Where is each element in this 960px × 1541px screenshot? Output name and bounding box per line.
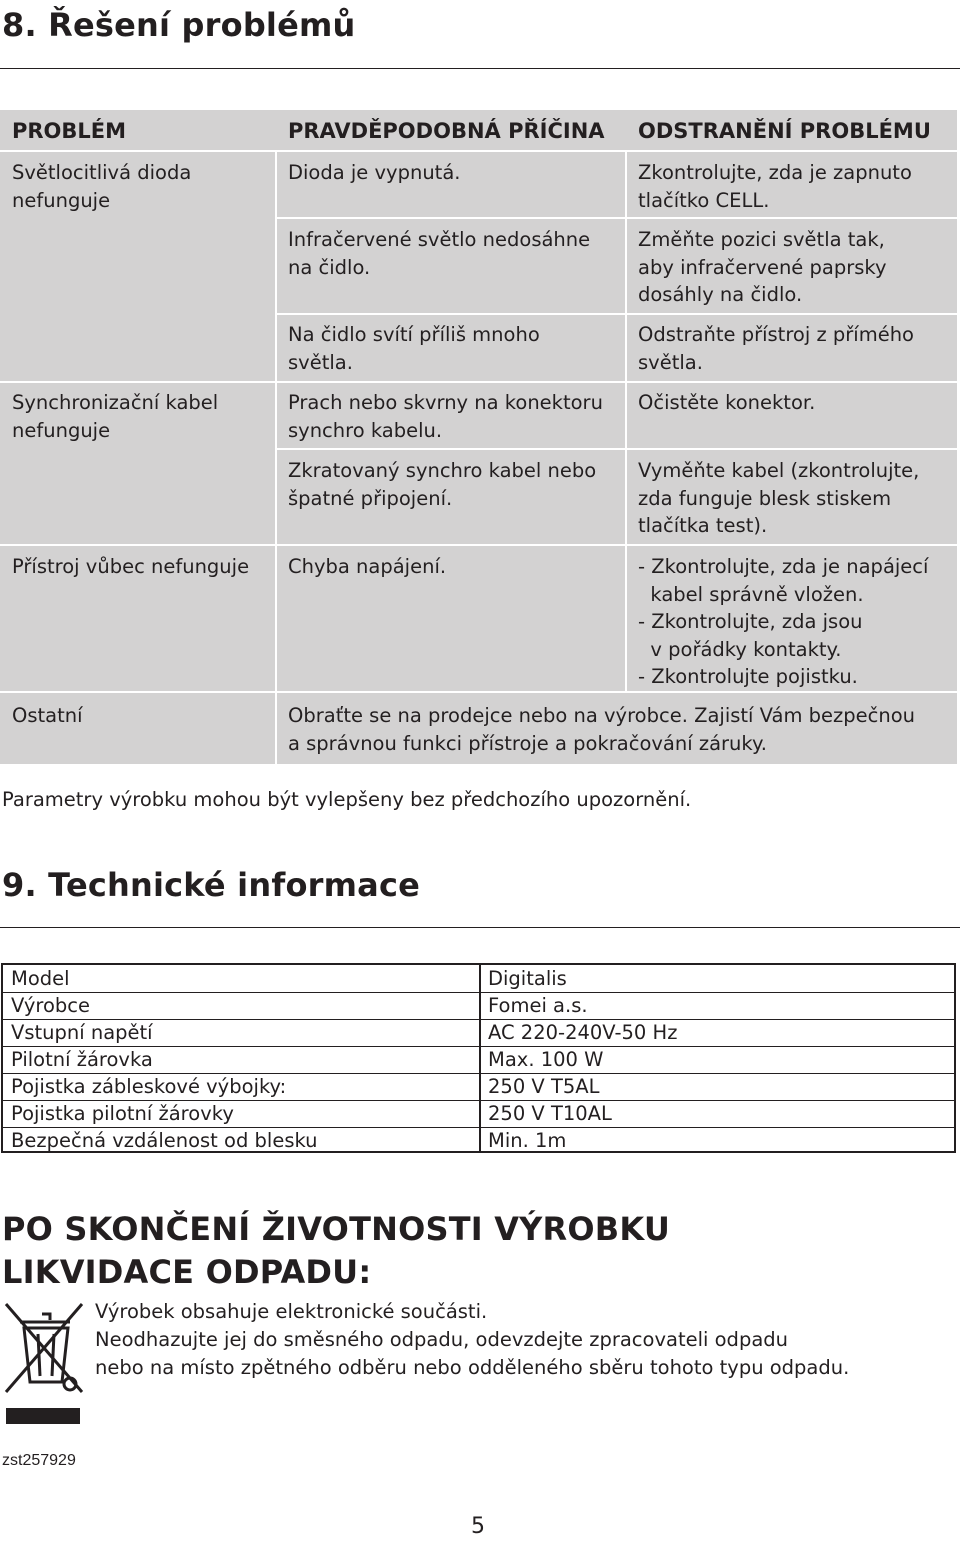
row-divider bbox=[0, 544, 957, 546]
row-divider bbox=[0, 691, 957, 693]
tech-value: Max. 100 W bbox=[488, 1048, 604, 1071]
table-row bbox=[3, 992, 954, 1019]
tech-key: Vstupní napětí bbox=[11, 1021, 153, 1044]
table-row bbox=[3, 1100, 954, 1127]
header-problem: PROBLÉM bbox=[12, 119, 127, 143]
solution-cell: Změňte pozici světla tak, aby infračervené paprsky dosáhly na čidlo. bbox=[638, 228, 887, 306]
table-header bbox=[0, 110, 957, 152]
tech-info-table bbox=[1, 963, 956, 1153]
tech-value: 250 V T10AL bbox=[488, 1102, 612, 1125]
tech-value: 250 V T5AL bbox=[488, 1075, 600, 1098]
table-row bbox=[3, 1019, 954, 1046]
row-divider bbox=[277, 217, 957, 219]
weee-bin-icon bbox=[0, 1300, 90, 1430]
solution-cell: Zkontrolujte, zda je zapnuto tlačítko CELL. bbox=[638, 161, 912, 212]
tech-value: AC 220-240V-50 Hz bbox=[488, 1021, 678, 1044]
tech-value: Min. 1m bbox=[488, 1129, 567, 1152]
cause-cell: Infračervené světlo nedosáhne na čidlo. bbox=[288, 228, 591, 279]
tech-key: Pojistka zábleskové výbojky: bbox=[11, 1075, 287, 1098]
disposal-title-1: PO SKONČENÍ ŽIVOTNOSTI VÝROBKU bbox=[2, 1210, 670, 1248]
cause-cell: Prach nebo skvrny na konektoru synchro kabelu. bbox=[288, 391, 603, 442]
solution-cell: Vyměňte kabel (zkontrolujte, zda funguje blesk stiskem tlačítka test). bbox=[638, 459, 920, 537]
table-row bbox=[3, 1073, 954, 1100]
cause-cell: Chyba napájení. bbox=[288, 555, 447, 578]
header-solution: ODSTRANĚNÍ PROBLÉMU bbox=[638, 119, 931, 143]
tech-key: Model bbox=[11, 967, 70, 990]
problem-cell: Světlocitlivá dioda nefunguje bbox=[12, 161, 192, 212]
problem-cell: Přístroj vůbec nefunguje bbox=[12, 555, 250, 578]
tech-value: Fomei a.s. bbox=[488, 994, 588, 1017]
tech-key: Bezpečná vzdálenost od blesku bbox=[11, 1129, 318, 1152]
table-row bbox=[3, 965, 954, 992]
tech-key: Pojistka pilotní žárovky bbox=[11, 1102, 234, 1125]
row-divider bbox=[277, 313, 957, 315]
disposal-line-3: nebo na místo zpětného odběru nebo odděleného sběru tohoto typu odpadu. bbox=[95, 1356, 850, 1379]
cause-cell: Zkratovaný synchro kabel nebo špatné připojení. bbox=[288, 459, 597, 510]
table-row bbox=[3, 1046, 954, 1073]
problem-cell: Ostatní bbox=[12, 704, 83, 727]
solution-cell: Očistěte konektor. bbox=[638, 391, 816, 414]
cause-cell: Na čidlo svítí příliš mnoho světla. bbox=[288, 323, 540, 374]
column-divider bbox=[275, 150, 277, 764]
divider bbox=[0, 927, 960, 928]
row-divider bbox=[0, 381, 957, 383]
solution-cell: - Zkontrolujte, zda je napájecí kabel správně vložen. - Zkontrolujte, zda jsou v pořádky kontakty. - Zkontrolujte pojistku. bbox=[638, 555, 929, 688]
divider bbox=[0, 68, 960, 69]
solution-cell: Odstraňte přístroj z přímého světla. bbox=[638, 323, 914, 374]
page-number: 5 bbox=[471, 1514, 485, 1539]
cause-cell: Obraťte se na prodejce nebo na výrobce. Zajistí Vám bezpečnou a správnou funkci přístroje a pokračování záruky. bbox=[288, 704, 915, 755]
tech-key: Pilotní žárovka bbox=[11, 1048, 153, 1071]
tech-key: Výrobce bbox=[11, 994, 90, 1017]
disposal-title-2: LIKVIDACE ODPADU: bbox=[2, 1253, 372, 1291]
row-divider bbox=[277, 448, 957, 450]
cause-cell: Dioda je vypnutá. bbox=[288, 161, 461, 184]
column-divider bbox=[625, 150, 627, 693]
disposal-line-2: Neodhazujte jej do směsného odpadu, odevzdejte zpracovateli odpadu bbox=[95, 1328, 789, 1351]
tech-value: Digitalis bbox=[488, 967, 567, 990]
document-code: zst257929 bbox=[2, 1452, 76, 1469]
header-cause: PRAVDĚPODOBNÁ PŘÍČINA bbox=[288, 119, 605, 143]
table-row bbox=[3, 1127, 954, 1154]
section-8-title: 8. Řešení problémů bbox=[2, 6, 356, 44]
disclaimer-note: Parametry výrobku mohou být vylepšeny bez předchozího upozornění. bbox=[2, 788, 692, 811]
troubleshooting-table bbox=[0, 110, 957, 764]
problem-cell: Synchronizační kabel nefunguje bbox=[12, 391, 219, 442]
section-9-title: 9. Technické informace bbox=[2, 866, 421, 904]
disposal-line-1: Výrobek obsahuje elektronické součásti. bbox=[95, 1300, 488, 1323]
